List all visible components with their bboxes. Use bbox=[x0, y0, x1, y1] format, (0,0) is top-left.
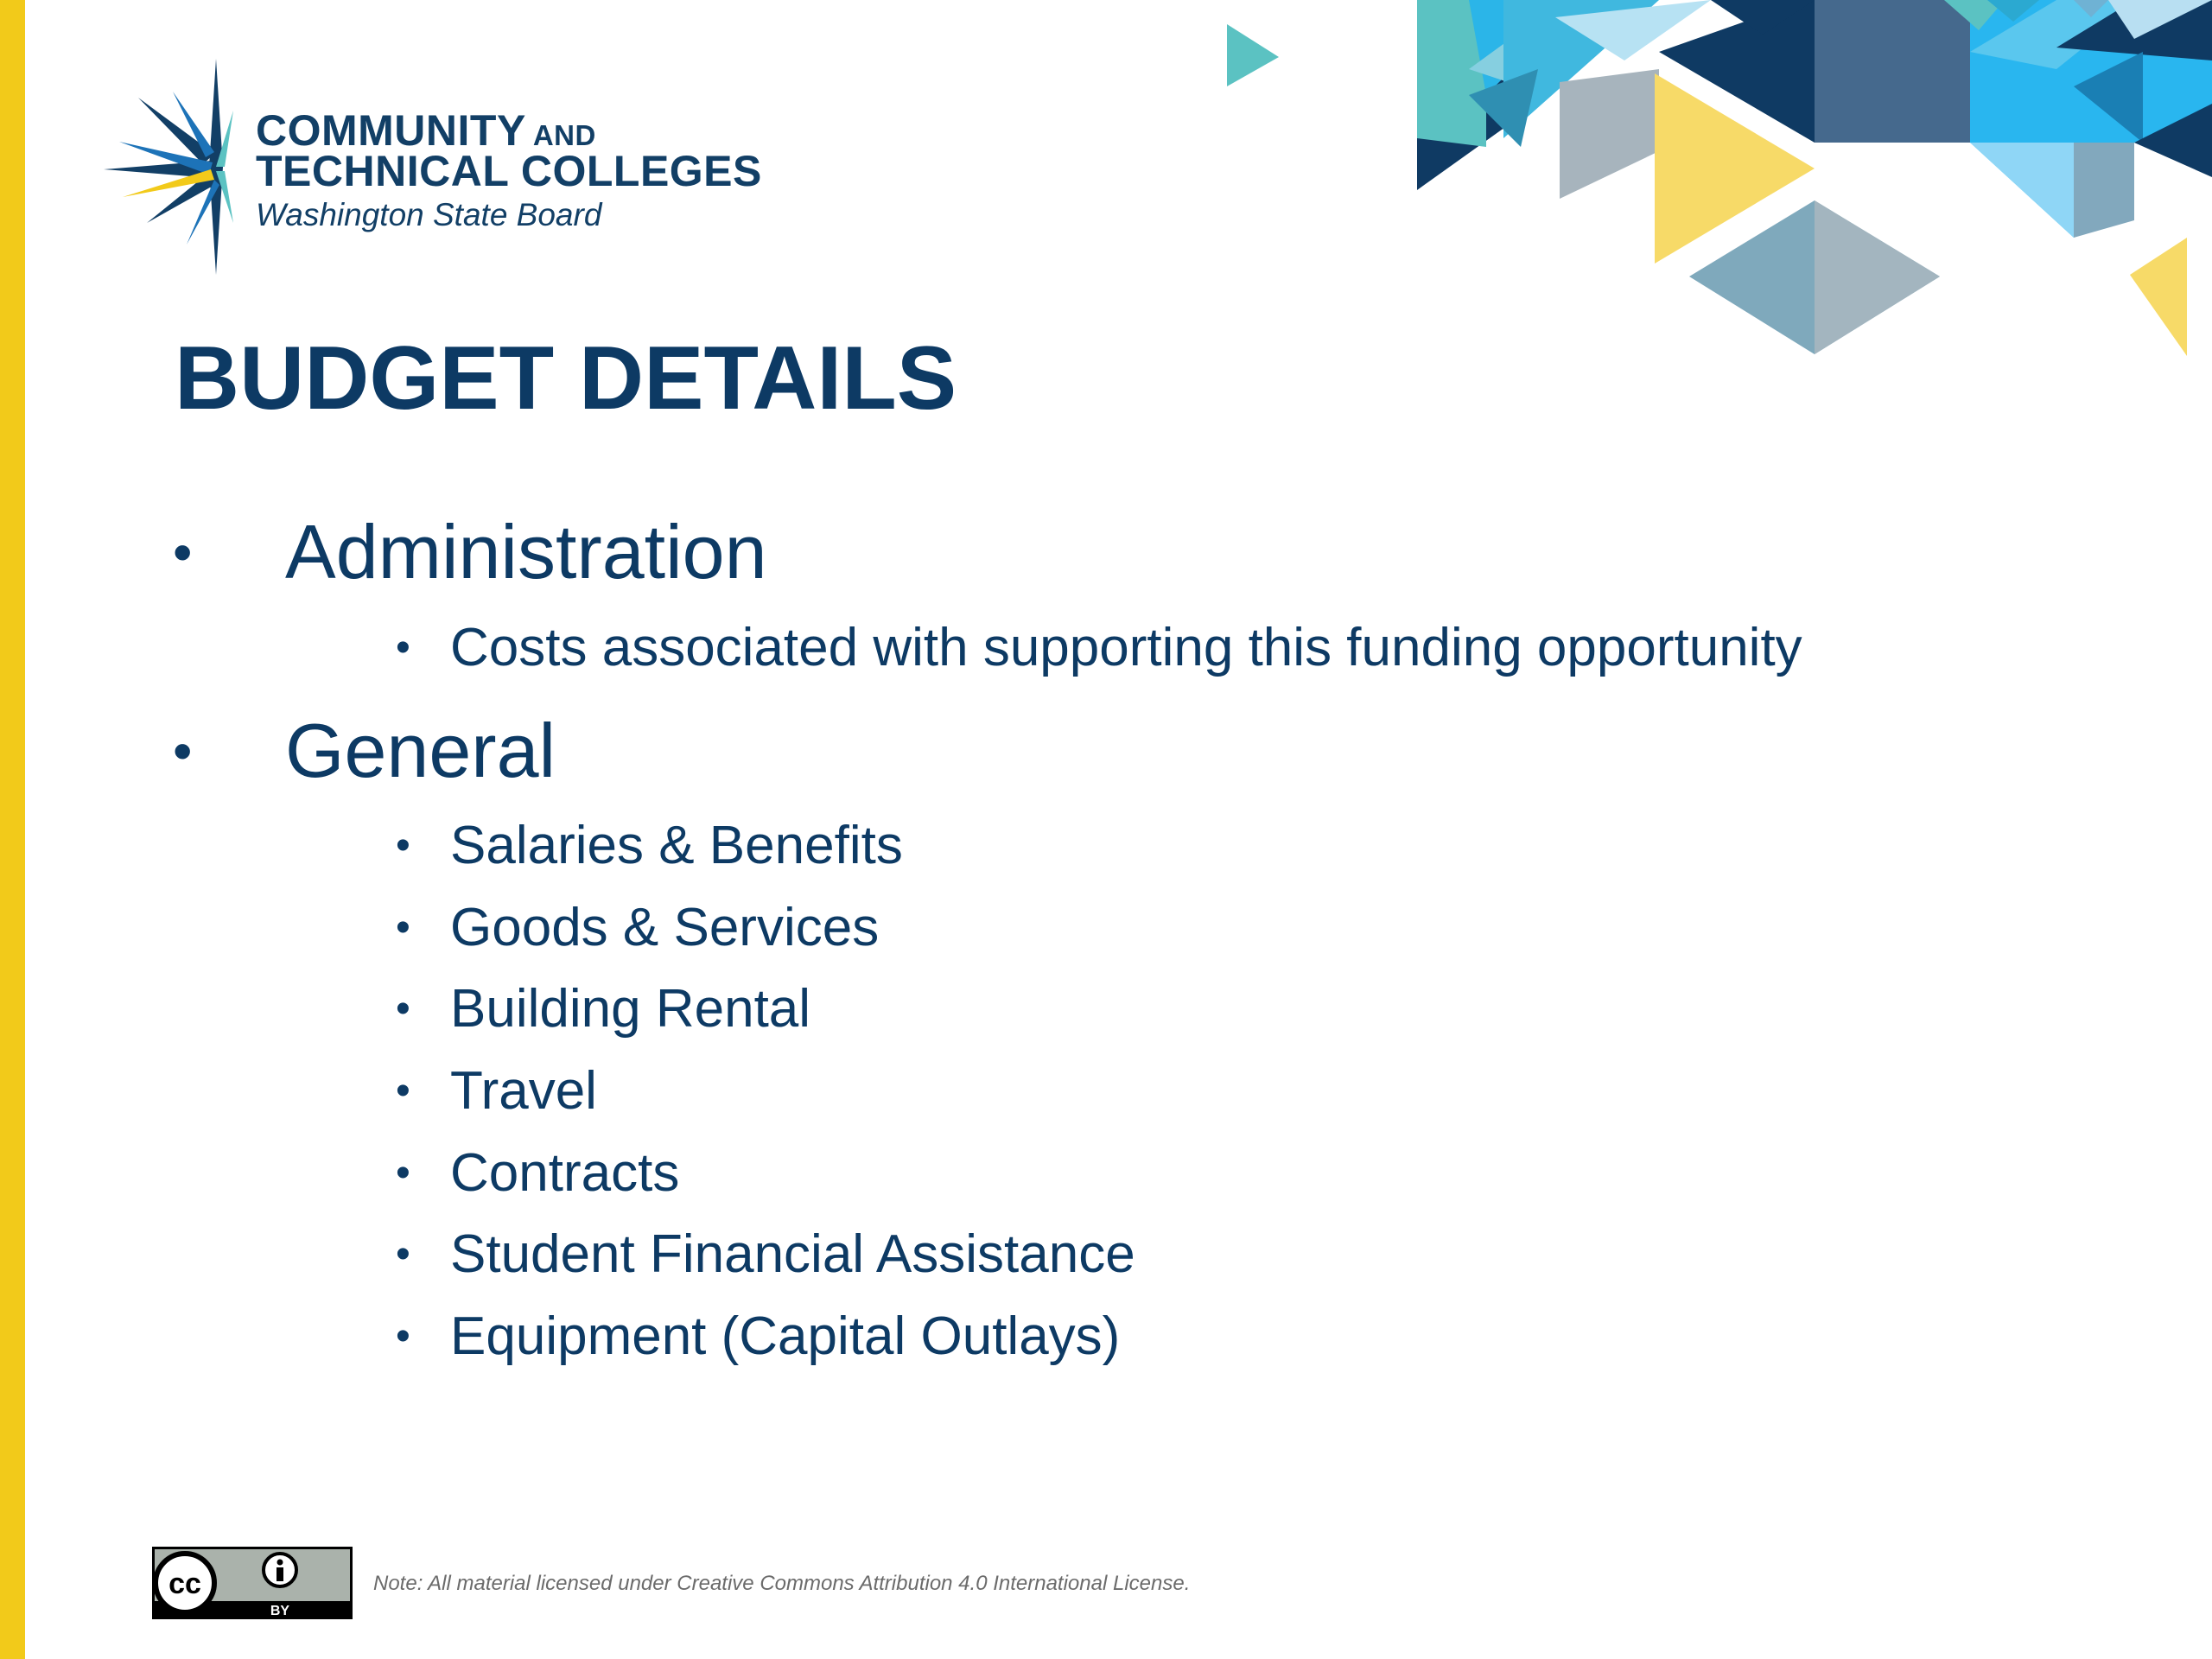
sub-list-item bbox=[396, 893, 879, 963]
bullet-icon: • bbox=[396, 1150, 410, 1196]
bullet-icon: • bbox=[173, 521, 193, 583]
sub-list-item bbox=[396, 975, 810, 1044]
starburst-logo-icon bbox=[104, 59, 233, 283]
sub-list-item bbox=[396, 1057, 597, 1126]
sub-list-item-label: Equipment (Capital Outlays) bbox=[450, 1306, 1121, 1366]
sub-list-item-label: Building Rental bbox=[450, 979, 811, 1039]
bullet-icon: • bbox=[396, 625, 410, 671]
bullet-icon: • bbox=[396, 1068, 410, 1114]
list-item bbox=[173, 505, 767, 600]
logo-text-line2: TECHNICAL COLLEGES bbox=[256, 147, 762, 195]
bullet-icon: • bbox=[396, 1231, 410, 1277]
sub-list-item-label: Travel bbox=[450, 1061, 597, 1121]
sub-list-item-label: Contracts bbox=[450, 1143, 680, 1203]
sub-list-item-label: Goods & Services bbox=[450, 898, 880, 957]
sub-list-item bbox=[396, 1302, 1120, 1371]
by-label: BY bbox=[270, 1604, 290, 1618]
license-note: Note: All material licensed under Creative Commons Attribution 4.0 International License. bbox=[373, 1572, 1191, 1595]
cc-by-license-badge[interactable] bbox=[152, 1547, 353, 1619]
logo-word-and: AND bbox=[532, 119, 596, 151]
logo-text-line3: Washington State Board bbox=[256, 197, 602, 232]
sub-list-item-label: Salaries & Benefits bbox=[450, 816, 903, 875]
bullet-icon: • bbox=[396, 905, 410, 950]
sub-list-item-label: Student Financial Assistance bbox=[450, 1224, 1135, 1284]
board-logo bbox=[104, 59, 760, 283]
accent-bar bbox=[0, 0, 25, 1659]
bullet-icon: • bbox=[173, 720, 193, 782]
bullet-icon: • bbox=[396, 1313, 410, 1359]
bullet-icon: • bbox=[396, 986, 410, 1032]
cc-icon: cc bbox=[168, 1567, 201, 1600]
list-item-label: General bbox=[285, 708, 556, 793]
sub-list-item bbox=[396, 1220, 1135, 1289]
logo-word-community: COMMUNITY bbox=[256, 106, 526, 155]
sub-list-item bbox=[396, 1139, 679, 1208]
list-item-label: Administration bbox=[285, 509, 767, 594]
slide-title: BUDGET DETAILS bbox=[175, 328, 957, 429]
triangle-pattern-decoration bbox=[1192, 0, 2212, 372]
list-item bbox=[173, 703, 556, 798]
sub-list-item-label: Costs associated with supporting this funding opportunity bbox=[450, 618, 1802, 677]
sub-list-item bbox=[396, 811, 903, 880]
bullet-icon: • bbox=[396, 823, 410, 868]
sub-list-item bbox=[396, 613, 1802, 683]
